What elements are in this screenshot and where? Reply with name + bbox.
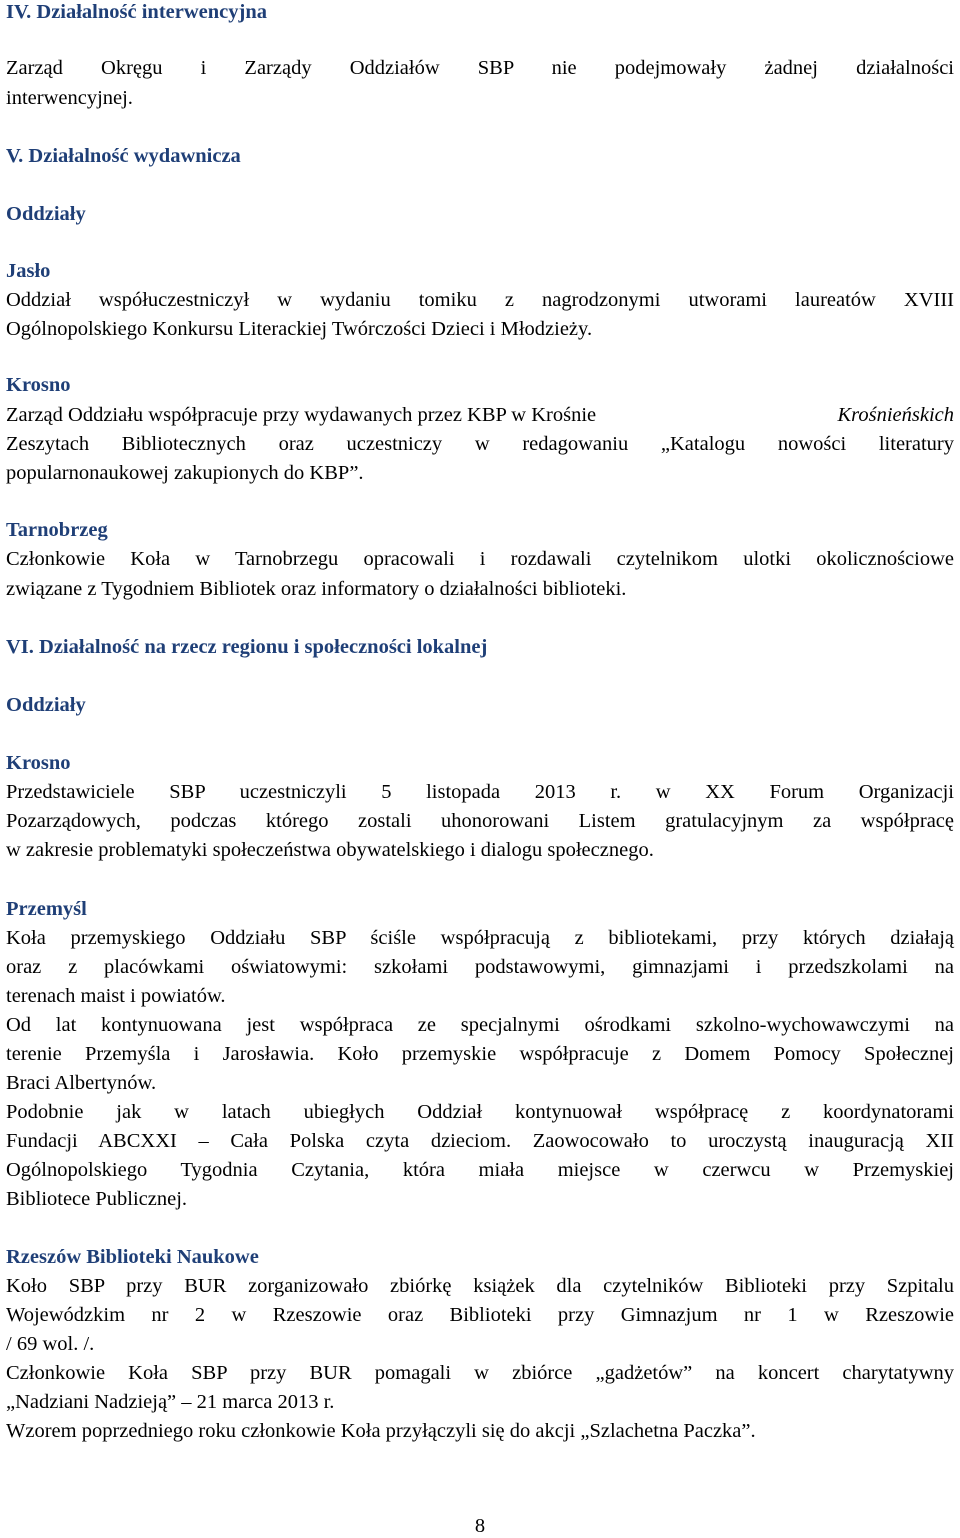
krosno-v-text-line-1-italic: Krośnieńskich — [837, 404, 954, 426]
krosno-v-text-line-1-main: Zarząd Oddziału współpracuje przy wydawanych przez KBP w Krośnie — [6, 404, 597, 426]
section-v-heading: V. Działalność wydawnicza — [6, 145, 241, 167]
rzeszow-text-line-3: / 69 wol. /. — [6, 1333, 95, 1355]
przemysl-text-line-6: Braci Albertynów. — [6, 1072, 157, 1094]
jaslo-text-line-2: Ogólnopolskiego Konkursu Literackiej Twórczości Dzieci i Młodzieży. — [6, 318, 593, 340]
krosno-v-title: Krosno — [6, 374, 71, 396]
section-iv-text-line-1: Zarząd Okręgu i Zarządy Oddziałów SBP nie podejmowały żadnej działalności — [6, 57, 954, 79]
przemysl-text-line-9: Ogólnopolskiego Tygodnia Czytania, która miała miejsce w czerwcu w Przemyskiej — [6, 1159, 954, 1181]
krosno-vi-text-line-3: w zakresie problematyki społeczeństwa obywatelskiego i dialogu społecznego. — [6, 839, 654, 861]
rzeszow-text-line-1: Koło SBP przy BUR zorganizowało zbiórkę książek dla czytelników Biblioteki przy Szpitalu — [6, 1275, 954, 1297]
section-vi-heading: VI. Działalność na rzecz regionu i społeczności lokalnej — [6, 636, 488, 658]
rzeszow-text-line-4: Członkowie Koła SBP przy BUR pomagali w zbiórce „gadżetów” na koncert charytatywny — [6, 1362, 954, 1384]
rzeszow-title: Rzeszów Biblioteki Naukowe — [6, 1246, 259, 1268]
rzeszow-text-line-6: Wzorem poprzedniego roku członkowie Koła przyłączyli się do akcji „Szlachetna Paczka”. — [6, 1420, 756, 1442]
krosno-v-text-line-1 — [6, 403, 954, 427]
krosno-vi-title: Krosno — [6, 752, 71, 774]
przemysl-text-line-3: terenach maist i powiatów. — [6, 985, 226, 1007]
tarnobrzeg-title: Tarnobrzeg — [6, 519, 108, 541]
przemysl-text-line-4: Od lat kontynuowana jest współpraca ze specjalnymi ośrodkami szkolno-wychowawczymi na — [6, 1014, 954, 1036]
page-number: 8 — [474, 1515, 486, 1537]
krosno-v-text-line-3: popularnonaukowej zakupionych do KBP”. — [6, 462, 364, 484]
rzeszow-text-line-2: Wojewódzkim nr 2 w Rzeszowie oraz Biblioteki przy Gimnazjum nr 1 w Rzeszowie — [6, 1304, 954, 1326]
przemysl-text-line-2: oraz z placówkami oświatowymi: szkołami podstawowymi, gimnazjami i przedszkolami na — [6, 956, 954, 978]
przemysl-text-line-1: Koła przemyskiego Oddziału SBP ściśle współpracują z bibliotekami, przy których działają — [6, 927, 954, 949]
section-v-subheading: Oddziały — [6, 203, 86, 225]
section-iv-text-line-2: interwencyjnej. — [6, 87, 133, 109]
section-vi-subheading: Oddziały — [6, 694, 86, 716]
tarnobrzeg-text-line-1: Członkowie Koła w Tarnobrzegu opracowali i rozdawali czytelnikom ulotki okolicznościowe — [6, 548, 954, 570]
jaslo-text-line-1: Oddział współuczestniczył w wydaniu tomiku z nagrodzonymi utworami laureatów XVIII — [6, 289, 954, 311]
krosno-vi-text-line-1: Przedstawiciele SBP uczestniczyli 5 listopada 2013 r. w XX Forum Organizacji — [6, 781, 954, 803]
przemysl-text-line-7: Podobnie jak w latach ubiegłych Oddział kontynuował współpracę z koordynatorami — [6, 1101, 954, 1123]
rzeszow-text-line-5: „Nadziani Nadzieją” – 21 marca 2013 r. — [6, 1391, 335, 1413]
przemysl-text-line-5: terenie Przemyśla i Jarosławia. Koło przemyskie współpracuje z Domem Pomocy Społecznej — [6, 1043, 954, 1065]
krosno-vi-text-line-2: Pozarządowych, podczas którego zostali uhonorowani Listem gratulacyjnym za współpracę — [6, 810, 954, 832]
przemysl-title: Przemyśl — [6, 898, 87, 920]
jaslo-title: Jasło — [6, 260, 51, 282]
przemysl-text-line-8: Fundacji ABCXXI – Cała Polska czyta dzieciom. Zaowocowało to uroczystą inauguracją XII — [6, 1130, 954, 1152]
section-iv-heading: IV. Działalność interwencyjna — [6, 1, 267, 23]
krosno-v-text-line-2: Zeszytach Bibliotecznych oraz uczestniczy w redagowaniu „Katalogu nowości literatury — [6, 433, 954, 455]
przemysl-text-line-10: Bibliotece Publicznej. — [6, 1188, 188, 1210]
tarnobrzeg-text-line-2: związane z Tygodniem Bibliotek oraz informatory o działalności biblioteki. — [6, 578, 627, 600]
